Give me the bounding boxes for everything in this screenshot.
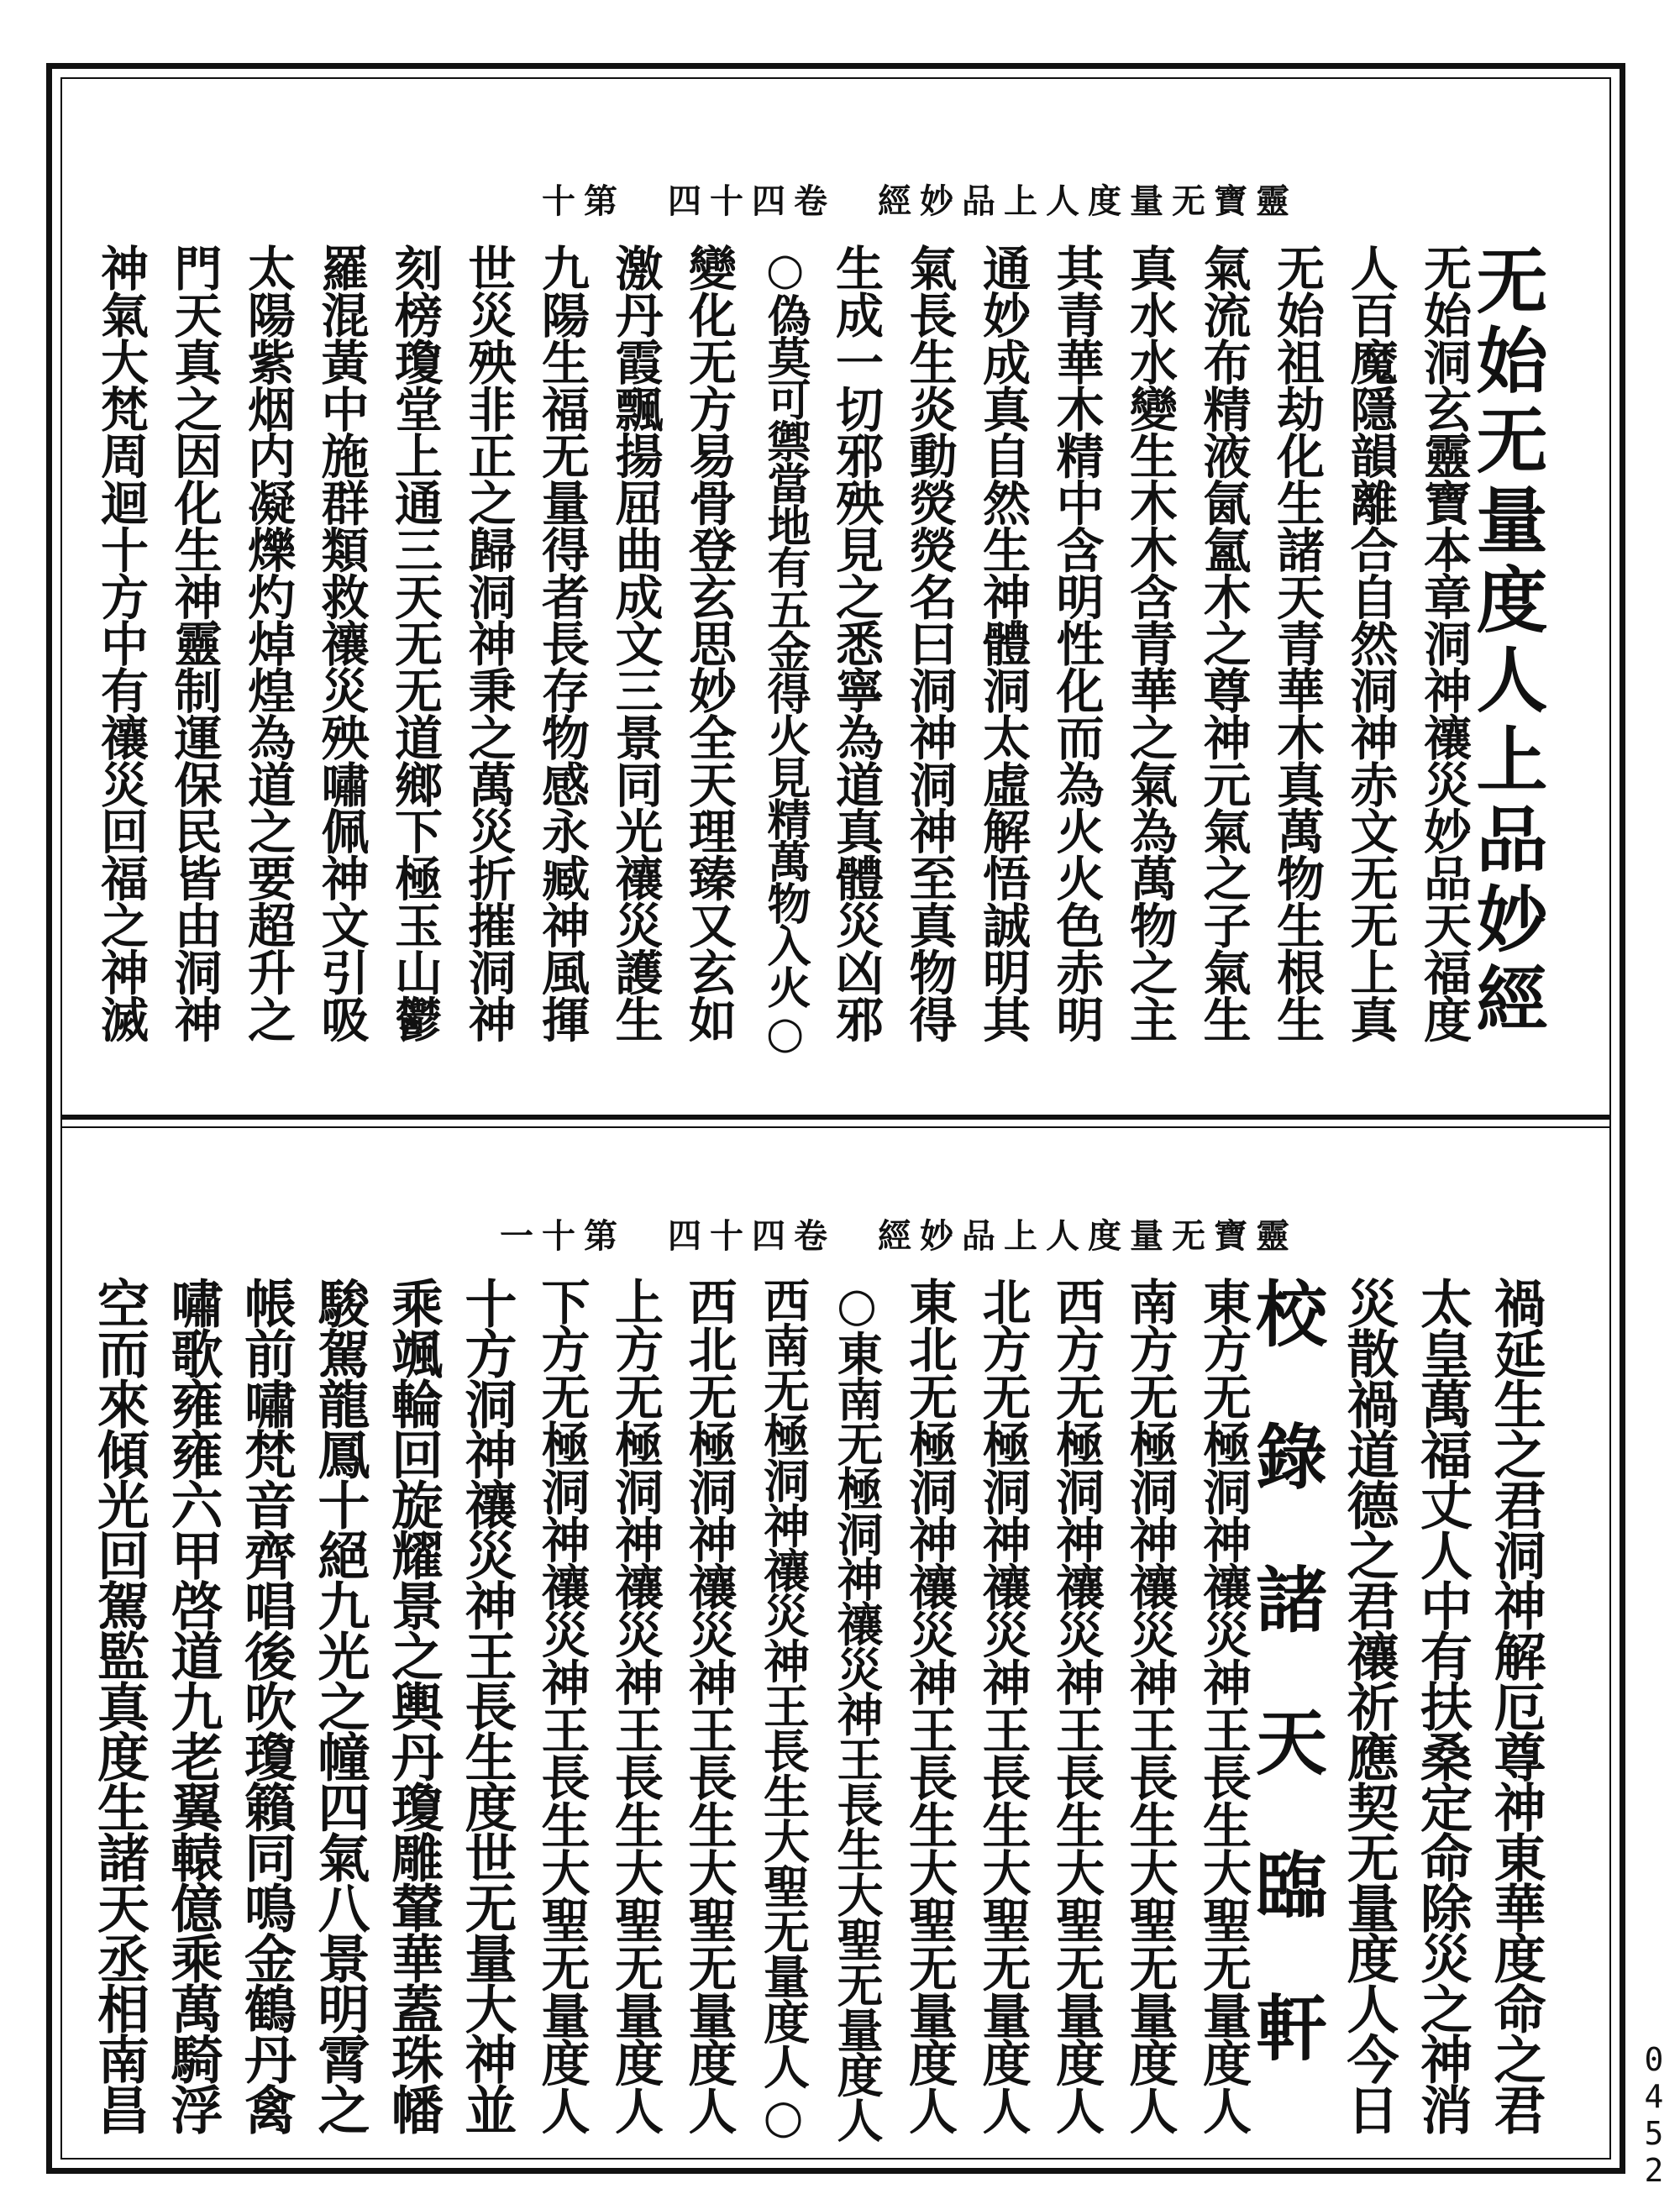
text-column: 激丹霞飄揚屈曲成文三景同光禳災護生 <box>607 244 664 1042</box>
text-column: 東北无極洞神禳災神王長生大聖无量度人 <box>900 1277 958 2134</box>
page-number: 0452 <box>1635 2041 1672 2189</box>
text-column: 无始祖劫化生諸天青華木真萬物生根生 <box>1268 244 1326 1042</box>
text-column: 太陽紫烟内凝爍灼焯煌為道之要超升之 <box>239 244 297 1042</box>
text-column: 无始无量度人上品妙經 <box>1464 244 1548 1042</box>
bottom-header: 靈寶无量度人上品妙經 卷四十四 第十一 <box>500 1216 1298 1256</box>
text-column: ○偽莫可禦當地有五金得火見精萬物入火○ <box>759 244 811 1057</box>
page-divider <box>62 1115 1609 1120</box>
text-column: 西北无極洞神禳災神王長生大聖无量度人 <box>680 1277 738 2134</box>
text-column: ○東南无極洞神禳災神王長生大聖无量度人 <box>829 1277 885 2143</box>
text-column: 西方无極洞神禳災神王長生大聖无量度人 <box>1047 1277 1105 2134</box>
text-column: 變化无方易骨登玄思妙全天理臻又玄如 <box>680 244 738 1042</box>
text-column: 氣長生炎動熒熒名曰洞神洞神至真物得 <box>901 244 958 1042</box>
text-column: 駿駕龍鳳十絕九光之幢四氣八景明霄之 <box>309 1277 370 2133</box>
top-header: 靈寶无量度人上品妙經 卷四十四 第十 <box>542 181 1298 221</box>
text-column: 校錄諸天臨軒 <box>1243 1277 1328 2133</box>
text-column: 通妙成真自然生神體洞太虛解悟誠明其 <box>974 244 1032 1042</box>
text-column: 門天真之因化生神靈制運保民皆由洞神 <box>166 244 223 1042</box>
text-column: 真水水變生木木含青華之氣為萬物之主 <box>1121 244 1179 1042</box>
text-column: 十方洞神禳災神王長生度世无量大神並 <box>456 1277 517 2133</box>
text-column: 東方无極洞神禳災神王長生大聖无量度人 <box>1194 1277 1252 2134</box>
text-column: 世災殃非正之歸洞神秉之萬災折摧洞神 <box>460 244 517 1042</box>
text-column: 乘颯輪回旋耀景之輿丹瓊雕輦華蓋珠幡 <box>382 1277 444 2133</box>
text-column: 空而來傾光回駕監真度生諸天丞相南昌 <box>88 1277 150 2133</box>
text-column: 太皇萬福丈人中有扶桑定命除災之神消 <box>1411 1277 1473 2133</box>
text-column: 北方无極洞神禳災神王長生大聖无量度人 <box>974 1277 1032 2134</box>
text-column: 西南无極洞神禳災神王長生大聖无量度人○ <box>756 1277 811 2143</box>
text-column: 嘯歌雍雍六甲啓道九老翼轅億乘萬騎浮 <box>162 1277 223 2133</box>
text-column: 人百魔隱韻離合自然洞神赤文无无上真 <box>1342 244 1399 1042</box>
text-column: 其青華木精中含明性化而為火火色赤明 <box>1048 244 1105 1042</box>
text-column: 災散禍道德之君禳祈應契无量度人今日 <box>1338 1277 1399 2133</box>
text-column: 九陽生福无量得者長存物感永臧神風揮 <box>533 244 591 1042</box>
text-column: 生成一切邪殃見之悉寧為道真體災凶邪 <box>827 244 885 1042</box>
text-column: 神氣大梵周迴十方中有禳災回福之神滅 <box>92 244 150 1042</box>
page-divider-thin <box>62 1126 1609 1128</box>
text-column: 无始洞玄靈寶本章洞神禳災妙品天福度 <box>1415 244 1473 1042</box>
text-column: 下方无極洞神禳災神王長生大聖无量度人 <box>533 1277 591 2134</box>
text-column: 刻榜瓊堂上通三天无无道鄉下極玉山鬱 <box>386 244 444 1042</box>
text-column: 氣流布精液氤氳木之尊神元氣之子氣生 <box>1195 244 1252 1042</box>
text-column: 帳前嘯梵音齊唱後吹瓊籟同鳴金鶴丹禽 <box>235 1277 297 2133</box>
text-column: 上方无極洞神禳災神王長生大聖无量度人 <box>606 1277 664 2134</box>
text-column: 羅混黃中施群類救禳災殃嘯佩神文引吸 <box>313 244 370 1042</box>
text-column: 禍延生之君洞神解厄尊神東華度命之君 <box>1485 1277 1546 2133</box>
text-column: 南方无極洞神禳災神王長生大聖无量度人 <box>1121 1277 1179 2134</box>
